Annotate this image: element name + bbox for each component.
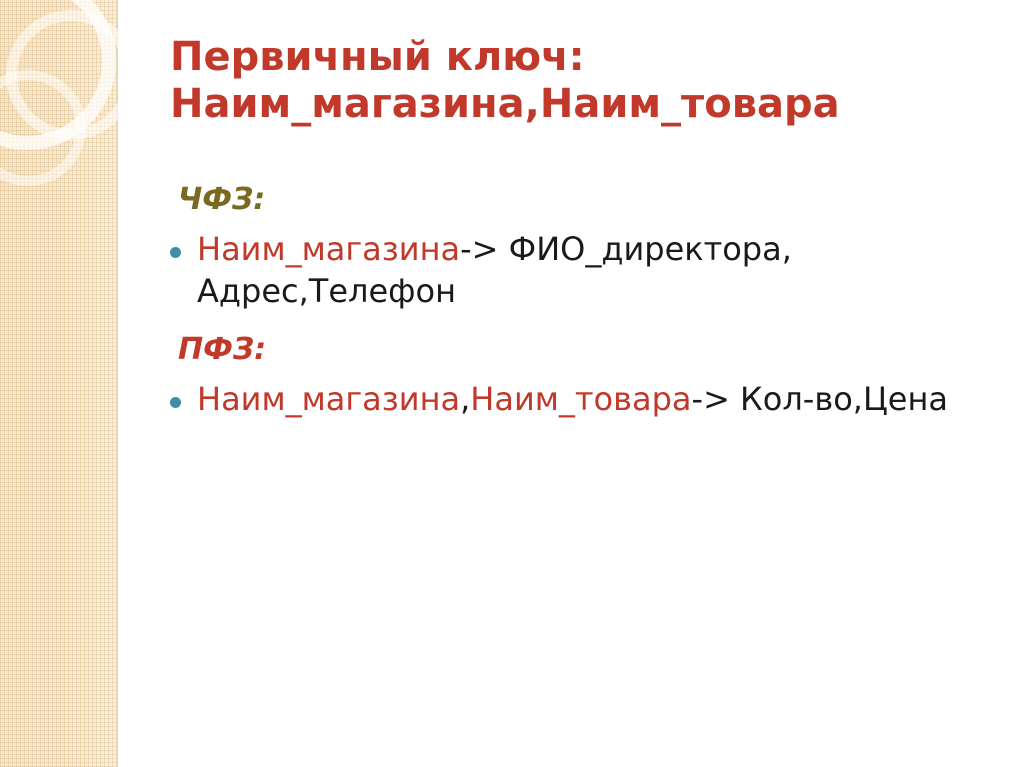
- key-attribute-2a: Наим_магазина: [197, 380, 461, 419]
- list-item: [170, 228, 990, 312]
- dependency-2: -> Кол-во,Цена: [691, 380, 949, 419]
- bullet-dot-icon: [170, 397, 181, 408]
- bullet-dot-icon: [170, 247, 181, 258]
- key-attribute-2b: Наим_товара: [470, 380, 692, 419]
- key-attribute-1: Наим_магазина: [197, 230, 461, 268]
- slide-body: [170, 182, 990, 427]
- section-heading-chfz: ЧФЗ:: [178, 182, 266, 217]
- slide-title: [170, 34, 970, 128]
- key-separator: ,: [460, 380, 471, 419]
- slide-title-line-2: Наим_магазина,Наим_товара: [170, 81, 840, 128]
- dependency-1: -> ФИО_директора, Адрес,Телефон: [197, 230, 792, 311]
- slide-content: [140, 0, 1024, 767]
- slide-title-line-1: Первичный ключ:: [170, 34, 585, 80]
- list-item: [170, 378, 990, 420]
- bullet-text-chfz: [197, 228, 957, 312]
- bullet-text-pfz: [197, 378, 957, 420]
- section-heading-pfz: ПФЗ:: [178, 332, 267, 368]
